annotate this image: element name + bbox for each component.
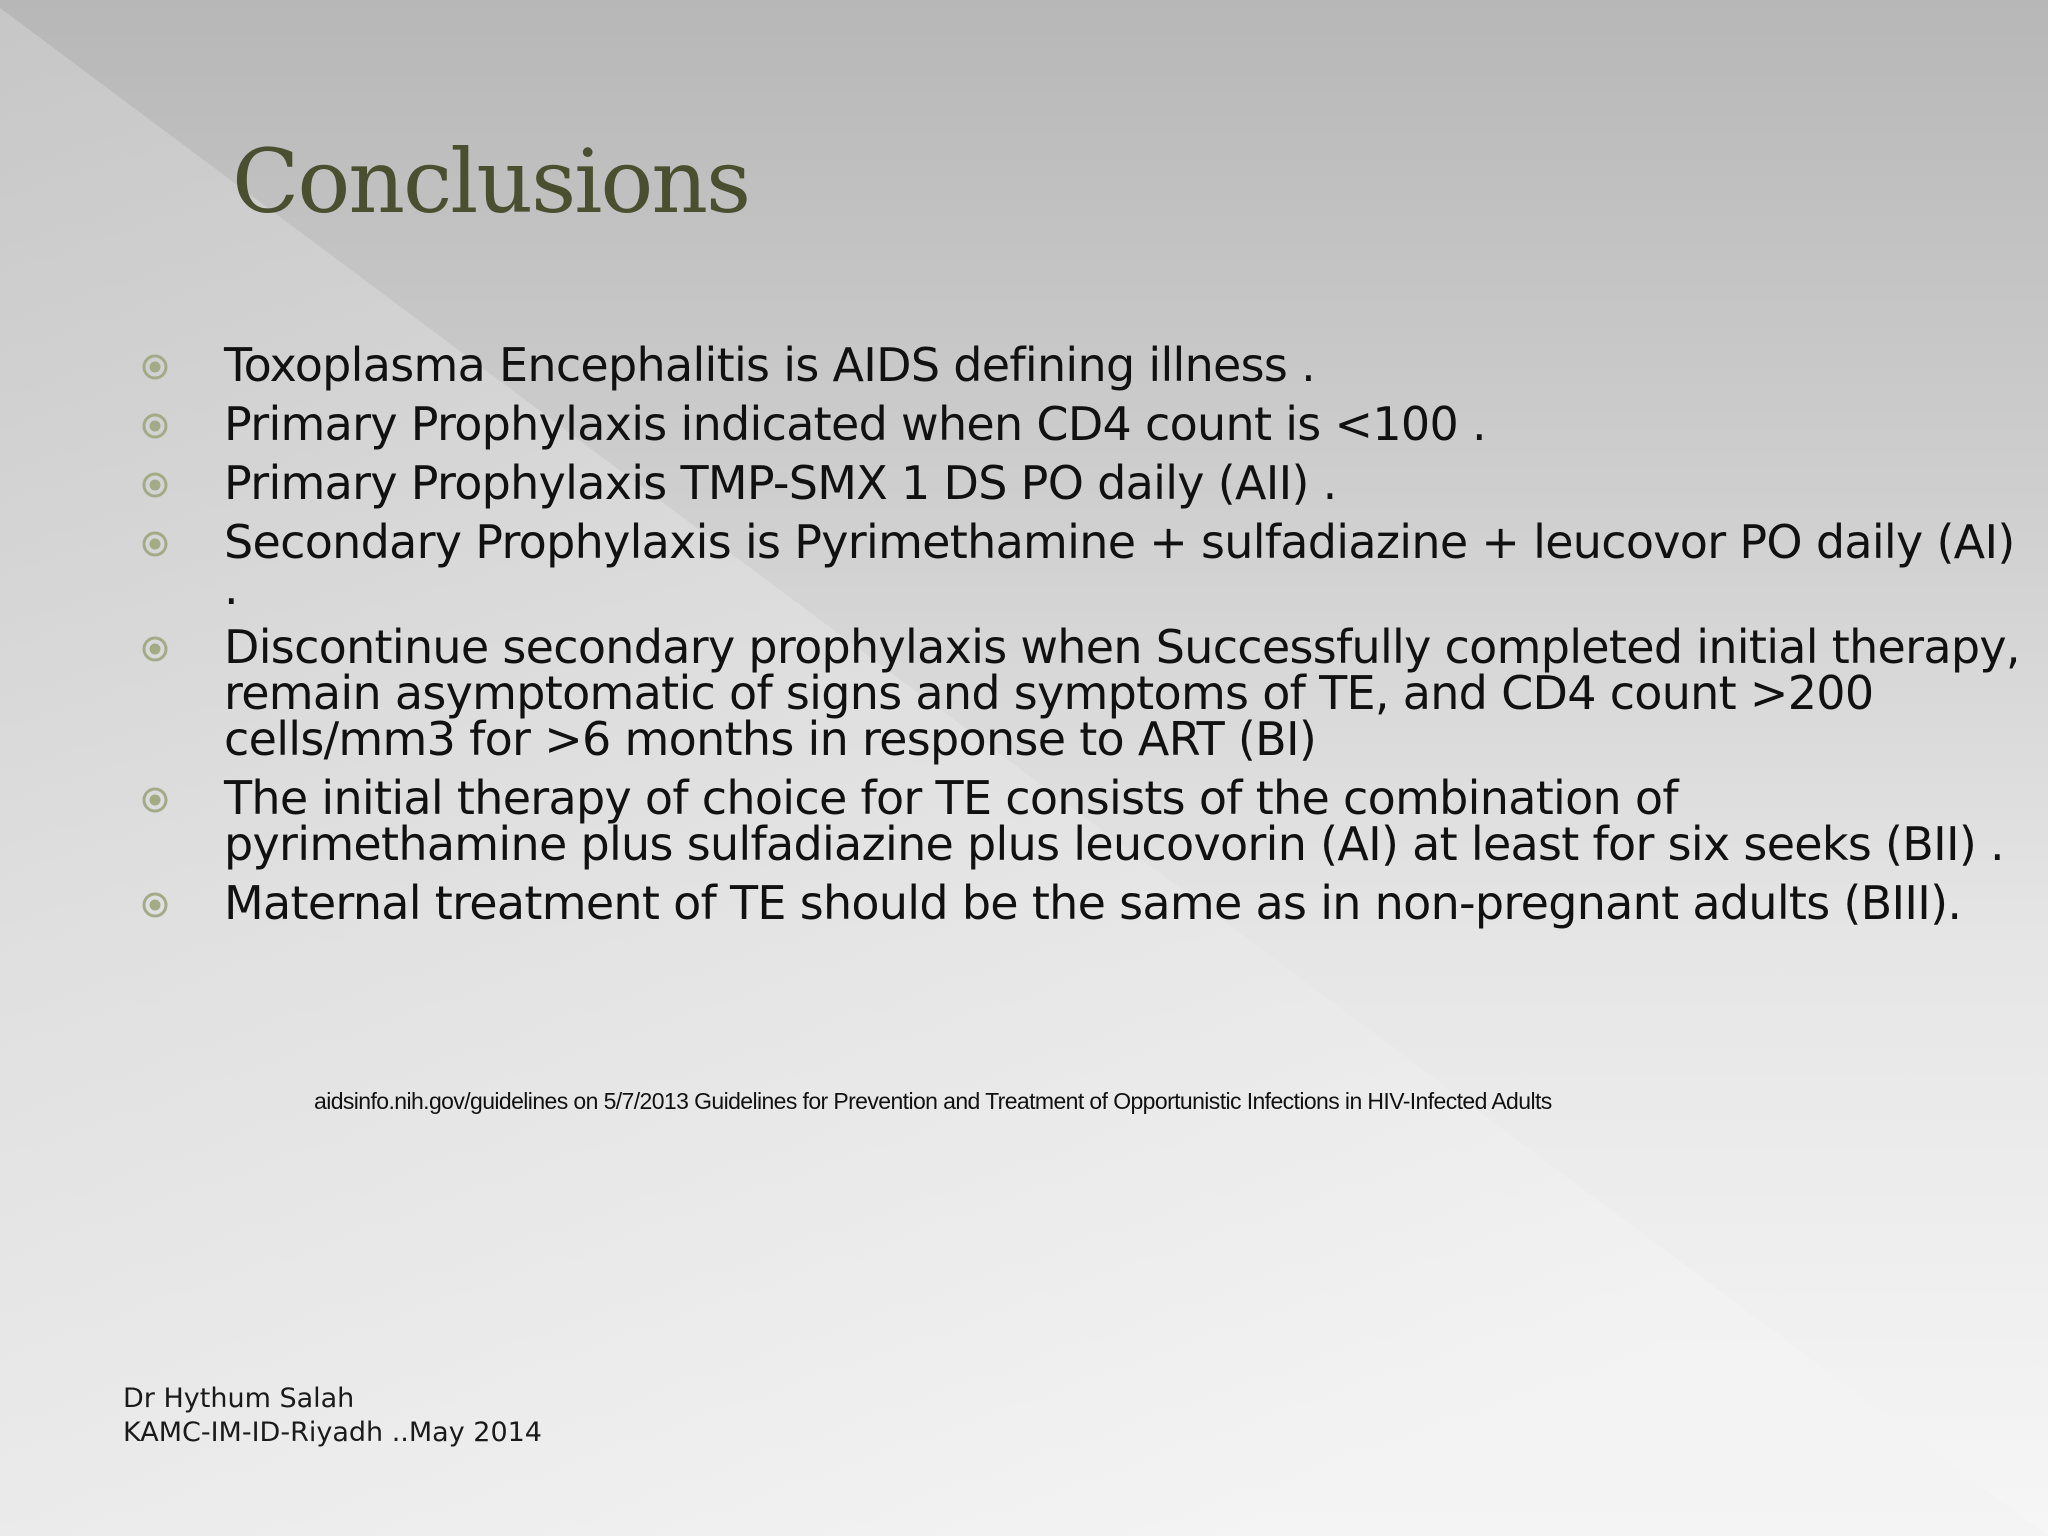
bullet-text: Discontinue secondary prophylaxis when Successfully completed initial therapy, remain asymptomatic of signs and symptoms of TE, and CD4 count >200 cells/mm3 for >6 months in response to ART (BI) <box>224 620 2020 766</box>
bullet-text: The initial therapy of choice for TE consists of the combination of pyrimethamine plus sulfadiazine plus leucovorin (AI) at least for six seeks (BII) . <box>224 771 2004 871</box>
reference-citation: aidsinfo.nih.gov/guidelines on 5/7/2013 Guidelines for Prevention and Treatment of Opportunistic Infections in HIV-Infected Adults <box>314 1088 1552 1114</box>
circle-dot-icon <box>142 413 168 439</box>
bullet-item <box>140 456 2020 510</box>
circle-dot-icon <box>142 787 168 813</box>
bullet-item <box>140 620 2020 766</box>
bullet-list <box>140 338 2020 939</box>
bullet-item <box>140 338 2020 392</box>
bullet-item <box>140 876 2020 930</box>
footer-author: Dr Hythum Salah <box>123 1383 355 1414</box>
bullet-text: Primary Prophylaxis indicated when CD4 count is <100 . <box>224 397 1486 451</box>
circle-dot-icon <box>142 531 168 557</box>
bullet-item <box>140 771 2020 871</box>
bullet-text: Toxoplasma Encephalitis is AIDS defining illness . <box>224 338 1316 392</box>
circle-dot-icon <box>142 354 168 380</box>
bullet-item <box>140 397 2020 451</box>
bullet-text: Maternal treatment of TE should be the same as in non-pregnant adults (BIII). <box>224 876 1962 930</box>
bullet-item <box>140 515 2020 615</box>
footer-affiliation: KAMC-IM-ID-Riyadh ..May 2014 <box>123 1417 542 1448</box>
circle-dot-icon <box>142 892 168 918</box>
circle-dot-icon <box>142 472 168 498</box>
circle-dot-icon <box>142 636 168 662</box>
footer <box>123 1382 542 1450</box>
slide-title: Conclusions <box>232 130 750 233</box>
bullet-text: Primary Prophylaxis TMP-SMX 1 DS PO daily (AII) . <box>224 456 1337 510</box>
bullet-text: Secondary Prophylaxis is Pyrimethamine + sulfadiazine + leucovor PO daily (AI) . <box>224 515 2015 615</box>
